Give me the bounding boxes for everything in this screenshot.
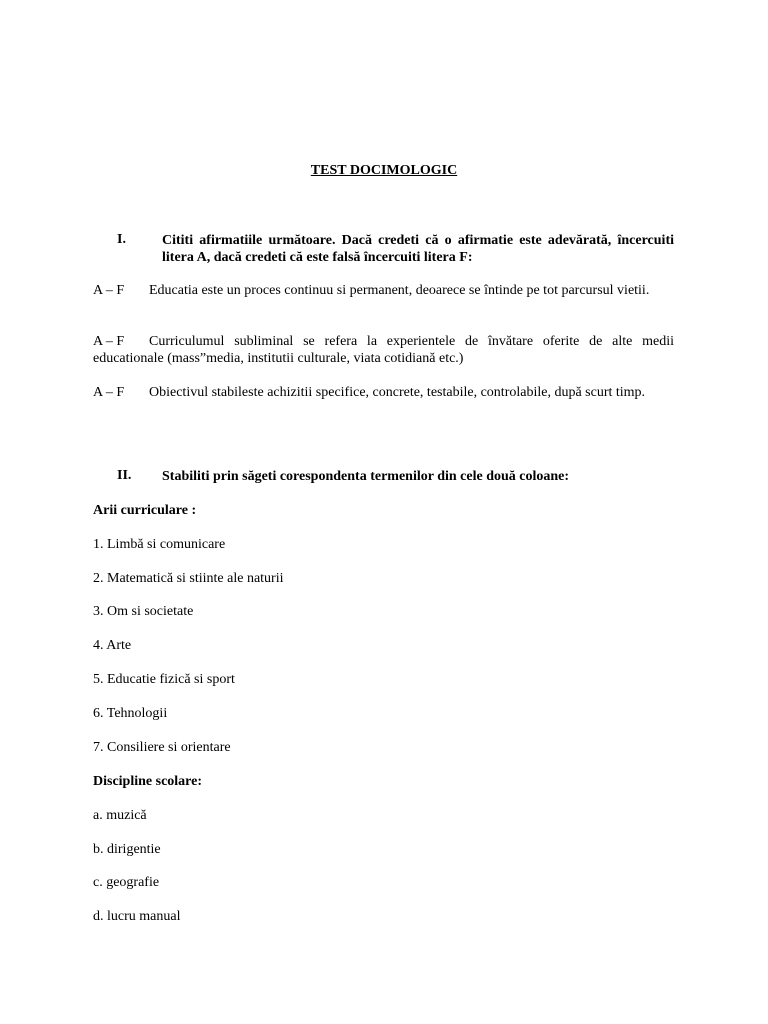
statement-text: Curriculumul subliminal se refera la experientele de învătare oferite de alte medii educationale (mass”media, institutii culturale, viata cotidiană etc.) xyxy=(93,334,674,366)
answer-option-tag[interactable]: A – F xyxy=(93,334,125,349)
area-item: 2. Matematică si stiinte ale naturii xyxy=(93,571,284,586)
discipline-item: a. muzică xyxy=(93,808,147,823)
section-2-number: II. xyxy=(117,468,132,483)
areas-heading: Arii curriculare : xyxy=(93,503,197,518)
area-item: 3. Om si societate xyxy=(93,604,194,619)
section-1-instruction: Cititi afirmatiile următoare. Dacă credeti că o afirmatie este adevărată, încercuiti litera A, dacă credeti că este falsă încercuiti litera F: xyxy=(162,233,674,265)
section-1-number: I. xyxy=(117,232,126,247)
true-false-item xyxy=(93,333,674,367)
disciplines-heading: Discipline scolare: xyxy=(93,774,203,789)
answer-option-tag[interactable]: A – F xyxy=(93,385,125,400)
area-item: 7. Consiliere si orientare xyxy=(93,740,231,755)
section-2-instruction: Stabiliti prin săgeti corespondenta termenilor din cele două coloane: xyxy=(162,469,570,484)
answer-option-tag[interactable]: A – F xyxy=(93,283,125,298)
true-false-item xyxy=(93,384,674,401)
area-item: 5. Educatie fizică si sport xyxy=(93,672,235,687)
statement-text: Obiectivul stabileste achizitii specifice, concrete, testabile, controlabile, după scurt timp. xyxy=(149,385,646,400)
document-title: TEST DOCIMOLOGIC xyxy=(310,163,458,178)
discipline-item: d. lucru manual xyxy=(93,909,181,924)
statement-text: Educatia este un proces continuu si permanent, deoarece se întinde pe tot parcursul vietii. xyxy=(149,283,650,298)
area-item: 6. Tehnologii xyxy=(93,706,168,721)
true-false-item xyxy=(93,282,674,299)
area-item: 4. Arte xyxy=(93,638,132,653)
area-item: 1. Limbă si comunicare xyxy=(93,537,226,552)
discipline-item: c. geografie xyxy=(93,875,160,890)
discipline-item: b. dirigentie xyxy=(93,842,161,857)
